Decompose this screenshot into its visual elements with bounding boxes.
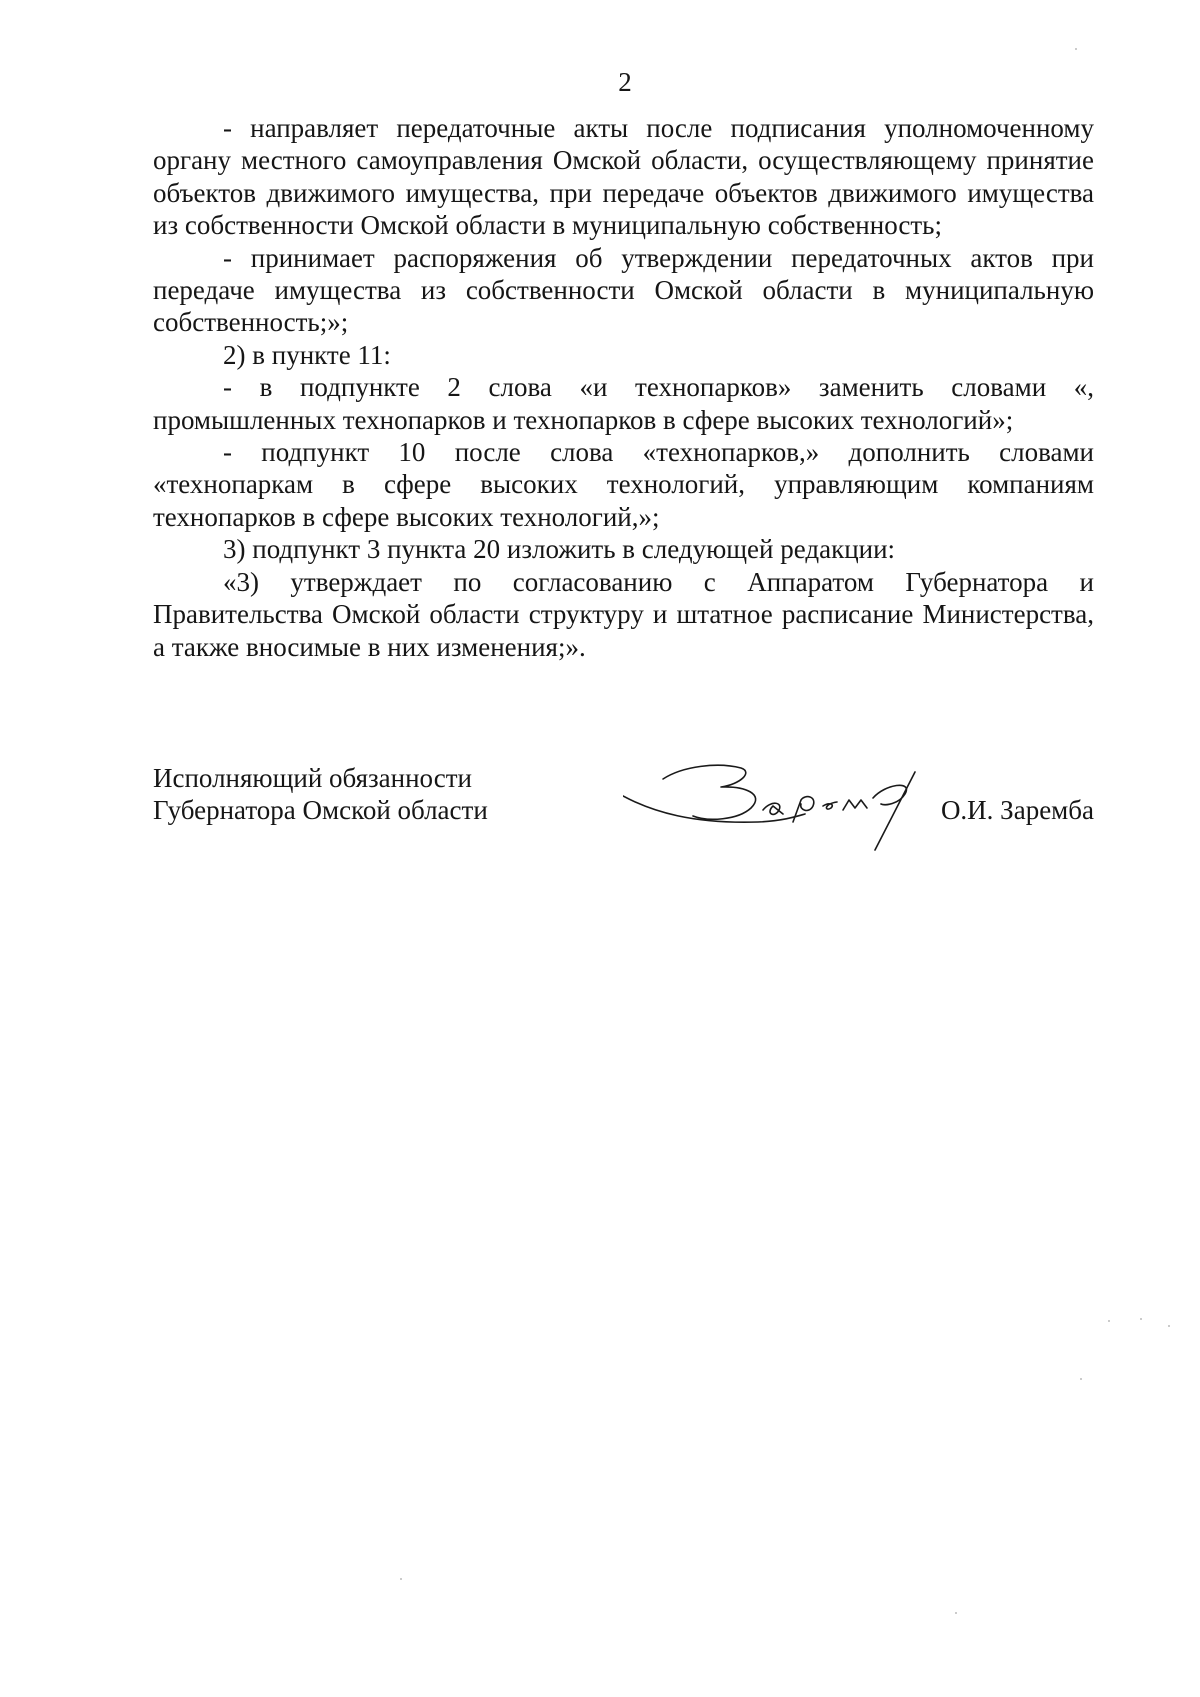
paragraph: - принимает распоряжения об утверждении передаточных актов при передаче имущества из собственности Омской области в муниципальную собственность;»; bbox=[153, 242, 1094, 338]
signer-name: О.И. Заремба bbox=[940, 795, 1094, 825]
paragraph: 3) подпункт 3 пункта 20 изложить в следующей редакции: bbox=[223, 534, 896, 565]
scan-speck bbox=[400, 1578, 402, 1580]
scan-speck bbox=[1140, 1318, 1142, 1320]
signature-block bbox=[153, 762, 1094, 872]
scan-speck bbox=[1108, 1320, 1110, 1322]
handwritten-signature bbox=[623, 754, 923, 864]
scan-speck bbox=[1168, 1325, 1170, 1327]
signer-position-line: Исполняющий обязанности bbox=[153, 763, 472, 793]
scan-speck bbox=[1075, 48, 1077, 50]
document-body bbox=[153, 112, 1094, 663]
signer-position-line: Губернатора Омской области bbox=[153, 795, 488, 826]
paragraph: - подпункт 10 после слова «технопарков,» дополнить словами «технопаркам в сфере высоких технологий, управляющим компаниям технопарков в сфере высоких технологий,»; bbox=[153, 437, 1094, 532]
page-number: 2 bbox=[618, 67, 632, 97]
paragraph: «3) утверждает по согласованию с Аппаратом Губернатора и Правительства Омской области структуру и штатное расписание Министерства, а также вносимые в них изменения;». bbox=[153, 566, 1094, 662]
paragraph: - в подпункте 2 слова «и технопарков» заменить словами «, промышленных технопарков и технопарков в сфере высоких технологий»; bbox=[153, 372, 1094, 435]
scan-speck bbox=[1080, 1378, 1082, 1380]
scan-speck bbox=[955, 1612, 957, 1614]
paragraph: - направляет передаточные акты после подписания уполномоченному органу местного самоуправления Омской области, осуществляющему принятие объектов движимого имущества, при передаче объектов движимого имущества из собственности Омской области в муниципальную собственность; bbox=[153, 113, 1094, 241]
signer-position bbox=[153, 762, 488, 827]
paragraph: 2) в пункте 11: bbox=[223, 339, 391, 370]
